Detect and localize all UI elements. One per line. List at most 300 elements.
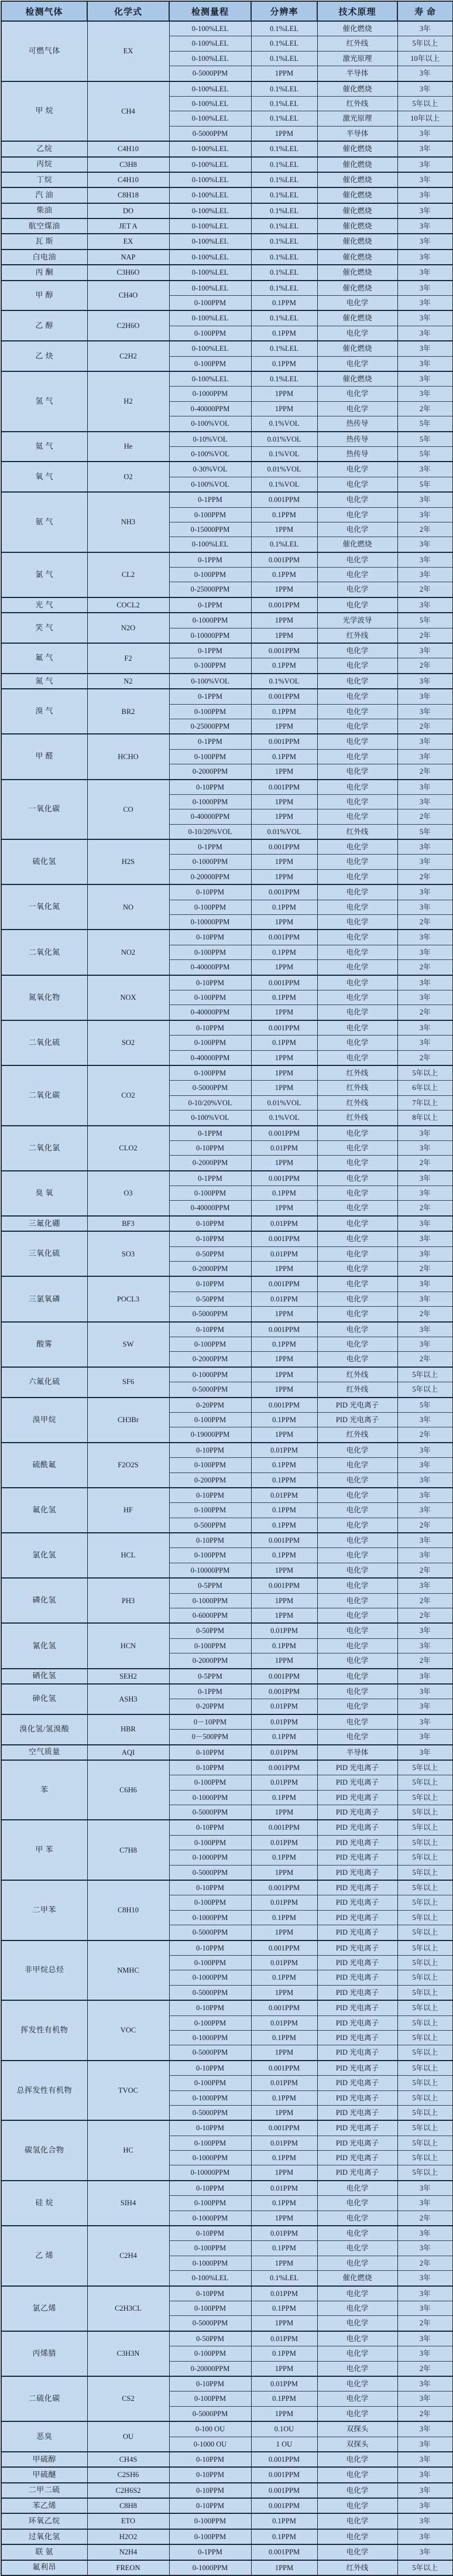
lifespan-cell: 3年 bbox=[397, 2271, 453, 2286]
resolution-cell: 0.01PPM bbox=[251, 2136, 317, 2150]
gas-name-cell: 二硫化碳 bbox=[1, 2376, 87, 2421]
gas-name-cell: 氰化氢 bbox=[1, 1623, 87, 1668]
range-cell: 0-100%LEL bbox=[169, 51, 251, 66]
lifespan-cell: 3年 bbox=[397, 1443, 453, 1458]
range-cell: 0-100%LEL bbox=[169, 265, 251, 280]
range-cell: 0-10/20%VOL bbox=[169, 1095, 251, 1110]
chemical-formula-cell: CH4 bbox=[87, 81, 169, 142]
lifespan-cell: 3年 bbox=[397, 326, 453, 341]
lifespan-cell: 3年 bbox=[397, 1638, 453, 1653]
range-cell: 0-100 OU bbox=[169, 2421, 251, 2437]
principle-cell: 电化学 bbox=[317, 1216, 397, 1231]
principle-cell: 电化学 bbox=[317, 1020, 397, 1036]
range-cell: 0-1PPM bbox=[169, 643, 251, 658]
lifespan-cell: 3年 bbox=[397, 689, 453, 704]
principle-cell: 电化学 bbox=[317, 2529, 397, 2544]
lifespan-cell: 5年以上 bbox=[397, 2000, 453, 2015]
range-cell: 0-5PPM bbox=[169, 1669, 251, 1684]
lifespan-cell: 5年以上 bbox=[397, 1850, 453, 1865]
range-cell: 0-100PPM bbox=[169, 356, 251, 371]
resolution-cell: 0.01PPM bbox=[251, 2331, 317, 2346]
lifespan-cell: 3年 bbox=[397, 1488, 453, 1503]
chemical-formula-cell: N2H4 bbox=[87, 2544, 169, 2560]
principle-cell: PID 光电离子 bbox=[317, 1940, 397, 1956]
range-cell: 0-100%LEL bbox=[169, 537, 251, 552]
range-cell: 0-100%LEL bbox=[169, 341, 251, 356]
range-cell: 0-5000PPM bbox=[169, 2406, 251, 2421]
resolution-cell: 0.001PPM bbox=[251, 492, 317, 507]
principle-cell: 双探头 bbox=[317, 2421, 397, 2437]
lifespan-cell: 3年 bbox=[397, 2513, 453, 2529]
chemical-formula-cell: C8H8 bbox=[87, 2498, 169, 2513]
resolution-cell: 0.1%LEL bbox=[251, 281, 317, 296]
principle-cell: 电化学 bbox=[317, 2181, 397, 2196]
range-cell: 0-100PPM bbox=[169, 2136, 251, 2150]
gas-name-cell: 柴油 bbox=[1, 203, 87, 218]
lifespan-cell: 3年 bbox=[397, 2483, 453, 2498]
range-cell: 0-30%VOL bbox=[169, 462, 251, 477]
principle-cell: PID 光电离子 bbox=[317, 1910, 397, 1925]
resolution-cell: 0.1PPM bbox=[251, 296, 317, 311]
principle-cell: 催化燃烧 bbox=[317, 21, 397, 36]
chemical-formula-cell: C2H6S2 bbox=[87, 2483, 169, 2498]
lifespan-cell: 2年 bbox=[397, 658, 453, 674]
resolution-cell: 1PPM bbox=[251, 764, 317, 780]
table-row bbox=[1, 1276, 453, 1292]
range-cell: 0-100PPM bbox=[169, 568, 251, 582]
table-row bbox=[1, 1398, 453, 1413]
lifespan-cell: 5年以上 bbox=[397, 1910, 453, 1925]
range-cell: 0-2000PPM bbox=[169, 1653, 251, 1669]
resolution-cell: 0.1PPM bbox=[251, 2090, 317, 2105]
chemical-formula-cell: He bbox=[87, 432, 169, 462]
chemical-formula-cell: TVOC bbox=[87, 2061, 169, 2121]
principle-cell: 电化学 bbox=[317, 2406, 397, 2421]
lifespan-cell: 3年 bbox=[397, 1412, 453, 1427]
gas-name-cell: 臭 氧 bbox=[1, 1171, 87, 1216]
principle-cell: PID 光电离子 bbox=[317, 1865, 397, 1880]
lifespan-cell: 3年 bbox=[397, 884, 453, 900]
principle-cell: 电化学 bbox=[317, 1292, 397, 1306]
chemical-formula-cell: H2O2 bbox=[87, 2529, 169, 2544]
principle-cell: PID 光电离子 bbox=[317, 2015, 397, 2030]
table-row bbox=[1, 2331, 453, 2346]
principle-cell: 半导体 bbox=[317, 1745, 397, 1760]
resolution-cell: 1PPM bbox=[251, 1805, 317, 1820]
resolution-cell: 0.1%LEL bbox=[251, 537, 317, 552]
table-row bbox=[1, 2544, 453, 2560]
range-cell: 0-100PPM bbox=[169, 1835, 251, 1850]
lifespan-cell: 2年 bbox=[397, 1653, 453, 1669]
principle-cell: 电化学 bbox=[317, 1638, 397, 1653]
lifespan-cell: 2年 bbox=[397, 2256, 453, 2270]
range-cell: 0-1PPM bbox=[169, 2544, 251, 2560]
lifespan-cell: 3年 bbox=[397, 1699, 453, 1714]
resolution-cell: 0.1%LEL bbox=[251, 203, 317, 218]
principle-cell: 电化学 bbox=[317, 1322, 397, 1337]
lifespan-cell: 3年 bbox=[397, 780, 453, 795]
range-cell: 0-100PPM bbox=[169, 1337, 251, 1351]
gas-name-cell: 恶臭 bbox=[1, 2421, 87, 2452]
column-header-principle: 技术原理 bbox=[317, 1, 397, 21]
principle-cell: 电化学 bbox=[317, 764, 397, 780]
range-cell: 0-100%VOL bbox=[169, 477, 251, 492]
range-cell: 0-10PPM bbox=[169, 975, 251, 990]
principle-cell: 电化学 bbox=[317, 915, 397, 930]
range-cell: 0-5000PPM bbox=[169, 1805, 251, 1820]
resolution-cell: 0.1%LEL bbox=[251, 187, 317, 203]
lifespan-cell: 3年 bbox=[397, 1171, 453, 1186]
table-row bbox=[1, 2061, 453, 2076]
principle-cell: 电化学 bbox=[317, 2196, 397, 2211]
range-cell: 0-100PPM bbox=[169, 900, 251, 914]
range-cell: 0-1000PPM bbox=[169, 1910, 251, 1925]
resolution-cell: 1PPM bbox=[251, 915, 317, 930]
resolution-cell: 0.001PPM bbox=[251, 643, 317, 658]
lifespan-cell: 3年 bbox=[397, 1684, 453, 1699]
principle-cell: 红外线 bbox=[317, 1065, 397, 1081]
resolution-cell: 0.1PPM bbox=[251, 1850, 317, 1865]
lifespan-cell: 3年 bbox=[397, 2226, 453, 2241]
resolution-cell: 0.001PPM bbox=[251, 597, 317, 613]
resolution-cell: 1PPM bbox=[251, 1985, 317, 2000]
table-row bbox=[1, 2498, 453, 2513]
principle-cell: 催化燃烧 bbox=[317, 281, 397, 296]
range-cell: 0-100PPM bbox=[169, 1956, 251, 1970]
gas-name-cell: 二甲二硫 bbox=[1, 2483, 87, 2498]
lifespan-cell: 3年 bbox=[397, 1623, 453, 1638]
column-header-lifespan: 寿 命 bbox=[397, 1, 453, 21]
range-cell: 0-100%LEL bbox=[169, 234, 251, 249]
lifespan-cell: 3年 bbox=[397, 2181, 453, 2196]
gas-name-cell: 挥发性有机物 bbox=[1, 2000, 87, 2061]
lifespan-cell: 3年 bbox=[397, 507, 453, 522]
table-row bbox=[1, 1669, 453, 1684]
table-row bbox=[1, 552, 453, 568]
resolution-cell: 1PPM bbox=[251, 401, 317, 416]
principle-cell: 电化学 bbox=[317, 1246, 397, 1261]
range-cell: 0-100PPM bbox=[169, 1548, 251, 1563]
principle-cell: 电化学 bbox=[317, 582, 397, 597]
lifespan-cell: 3年 bbox=[397, 537, 453, 552]
principle-cell: 半导体 bbox=[317, 126, 397, 141]
lifespan-cell: 2年 bbox=[397, 582, 453, 597]
lifespan-cell: 2年 bbox=[397, 1608, 453, 1624]
resolution-cell: 0.1PPM bbox=[251, 900, 317, 914]
gas-name-cell: 二氧化氮 bbox=[1, 930, 87, 975]
principle-cell: 电化学 bbox=[317, 1156, 397, 1171]
lifespan-cell: 5年以上 bbox=[397, 2030, 453, 2045]
table-row bbox=[1, 1880, 453, 1895]
resolution-cell: 0.1PPM bbox=[251, 1458, 317, 1473]
resolution-cell: 0.01%VOL bbox=[251, 462, 317, 477]
table-row bbox=[1, 1322, 453, 1337]
range-cell: 0-1000PPM bbox=[169, 2151, 251, 2165]
gas-name-cell: 乙 炔 bbox=[1, 341, 87, 371]
chemical-formula-cell: C8H10 bbox=[87, 1880, 169, 1940]
principle-cell: 电化学 bbox=[317, 1262, 397, 1277]
range-cell: 0-100PPM bbox=[169, 1503, 251, 1518]
gas-name-cell: 甲硫醚 bbox=[1, 2467, 87, 2482]
resolution-cell: 0.1PPM bbox=[251, 2241, 317, 2256]
lifespan-cell: 5年以上 bbox=[397, 2045, 453, 2061]
principle-cell: PID 光电离子 bbox=[317, 1880, 397, 1895]
principle-cell: 电化学 bbox=[317, 945, 397, 959]
range-cell: 0-2000PPM bbox=[169, 1262, 251, 1277]
range-cell: 0-100PPM bbox=[169, 507, 251, 522]
range-cell: 0-100%LEL bbox=[169, 281, 251, 296]
range-cell: 0-10PPM bbox=[169, 2000, 251, 2015]
range-cell: 0-50PPM bbox=[169, 1246, 251, 1261]
lifespan-cell: 3年 bbox=[397, 1126, 453, 1141]
table-row bbox=[1, 2529, 453, 2544]
resolution-cell: 1PPM bbox=[251, 1563, 317, 1578]
resolution-cell: 0.1PPM bbox=[251, 1790, 317, 1805]
table-row bbox=[1, 1684, 453, 1699]
range-cell: 0-10PPM bbox=[169, 1745, 251, 1760]
chemical-formula-cell: HF bbox=[87, 1488, 169, 1533]
lifespan-cell: 5年以上 bbox=[397, 2015, 453, 2030]
lifespan-cell: 5年 bbox=[397, 416, 453, 432]
resolution-cell: 0.1PPM bbox=[251, 990, 317, 1005]
lifespan-cell: 3年 bbox=[397, 1231, 453, 1246]
table-row bbox=[1, 310, 453, 326]
lifespan-cell: 3年 bbox=[397, 2544, 453, 2560]
resolution-cell: 1PPM bbox=[251, 1352, 317, 1367]
lifespan-cell: 5年以上 bbox=[397, 1065, 453, 1081]
table-row bbox=[1, 250, 453, 265]
principle-cell: 催化燃烧 bbox=[317, 310, 397, 326]
gas-name-cell: 氟利昂 bbox=[1, 2560, 87, 2575]
principle-cell: 电化学 bbox=[317, 2226, 397, 2241]
principle-cell: PID 光电离子 bbox=[317, 1820, 397, 1835]
gas-name-cell: 甲 苯 bbox=[1, 1820, 87, 1880]
range-cell: 0-10PPM bbox=[169, 1820, 251, 1835]
principle-cell: 电化学 bbox=[317, 1518, 397, 1533]
table-row bbox=[1, 1820, 453, 1835]
range-cell: 0-100%LEL bbox=[169, 310, 251, 326]
range-cell: 0-50PPM bbox=[169, 2331, 251, 2346]
principle-cell: 电化学 bbox=[317, 1669, 397, 1684]
range-cell: 0-1000 OU bbox=[169, 2437, 251, 2452]
principle-cell: 电化学 bbox=[317, 930, 397, 945]
gas-name-cell: 碳氢化合物 bbox=[1, 2120, 87, 2181]
lifespan-cell: 3年 bbox=[397, 66, 453, 81]
gas-name-cell: 笑 气 bbox=[1, 613, 87, 643]
chemical-formula-cell: CO bbox=[87, 780, 169, 840]
range-cell: 0-5000PPM bbox=[169, 1985, 251, 2000]
resolution-cell: 1PPM bbox=[251, 1081, 317, 1095]
range-cell: 0-20000PPM bbox=[169, 869, 251, 884]
gas-name-cell: 光 气 bbox=[1, 597, 87, 613]
range-cell: 0-100PPM bbox=[169, 2196, 251, 2211]
principle-cell: 电化学 bbox=[317, 296, 397, 311]
chemical-formula-cell: C2H3CL bbox=[87, 2286, 169, 2331]
range-cell: 0－10PPM bbox=[169, 1714, 251, 1730]
principle-cell: 电化学 bbox=[317, 719, 397, 734]
chemical-formula-cell: HBR bbox=[87, 1714, 169, 1745]
range-cell: 0-10PPM bbox=[169, 2286, 251, 2301]
resolution-cell: 0.001PPM bbox=[251, 1760, 317, 1775]
lifespan-cell: 5年以上 bbox=[397, 2120, 453, 2136]
range-cell: 0-100%LEL bbox=[169, 96, 251, 111]
principle-cell: 电化学 bbox=[317, 2256, 397, 2270]
range-cell: 0-10PPM bbox=[169, 2483, 251, 2498]
lifespan-cell: 5年 bbox=[397, 613, 453, 628]
chemical-formula-cell: CH4S bbox=[87, 2452, 169, 2467]
resolution-cell: 0.1PPM bbox=[251, 1638, 317, 1653]
resolution-cell: 0.1%LEL bbox=[251, 81, 317, 97]
lifespan-cell: 5年以上 bbox=[397, 1970, 453, 1985]
table-row bbox=[1, 613, 453, 628]
range-cell: 0-5000PPM bbox=[169, 2316, 251, 2331]
principle-cell: 电化学 bbox=[317, 1337, 397, 1351]
lifespan-cell: 3年 bbox=[397, 597, 453, 613]
principle-cell: 电化学 bbox=[317, 1503, 397, 1518]
lifespan-cell: 5年 bbox=[397, 477, 453, 492]
lifespan-cell: 2年 bbox=[397, 960, 453, 975]
gas-name-cell: 航空煤油 bbox=[1, 218, 87, 234]
range-cell: 0-100PPM bbox=[169, 326, 251, 341]
principle-cell: 电化学 bbox=[317, 326, 397, 341]
principle-cell: PID 光电离子 bbox=[317, 1790, 397, 1805]
chemical-formula-cell: CLO2 bbox=[87, 1126, 169, 1171]
lifespan-cell: 5年以上 bbox=[397, 1835, 453, 1850]
lifespan-cell: 3年 bbox=[397, 203, 453, 218]
principle-cell: 电化学 bbox=[317, 1578, 397, 1593]
principle-cell: 电化学 bbox=[317, 1140, 397, 1155]
principle-cell: PID 光电离子 bbox=[317, 1925, 397, 1940]
lifespan-cell: 3年 bbox=[397, 371, 453, 387]
range-cell: 0-10PPM bbox=[169, 1322, 251, 1337]
gas-name-cell: 氢 气 bbox=[1, 371, 87, 432]
chemical-formula-cell: C2SH6 bbox=[87, 2467, 169, 2482]
lifespan-cell: 3年 bbox=[397, 1246, 453, 1261]
lifespan-cell: 5年以上 bbox=[397, 1865, 453, 1880]
principle-cell: PID 光电离子 bbox=[317, 2076, 397, 2090]
principle-cell: 电化学 bbox=[317, 401, 397, 416]
chemical-formula-cell: H2S bbox=[87, 839, 169, 884]
principle-cell: 电化学 bbox=[317, 2241, 397, 2256]
resolution-cell: 0.001PPM bbox=[251, 1398, 317, 1413]
resolution-cell: 0.1%LEL bbox=[251, 234, 317, 249]
resolution-cell: 0.001PPM bbox=[251, 2498, 317, 2513]
resolution-cell: 1PPM bbox=[251, 2211, 317, 2226]
range-cell: 0-40000PPM bbox=[169, 401, 251, 416]
gas-name-cell: 甲 醇 bbox=[1, 281, 87, 311]
resolution-cell: 0.1PPM bbox=[251, 1473, 317, 1488]
table-row bbox=[1, 81, 453, 97]
table-row bbox=[1, 2467, 453, 2482]
principle-cell: 激光原理 bbox=[317, 51, 397, 66]
range-cell: 0-1000PPM bbox=[169, 794, 251, 809]
range-cell: 0-10PPM bbox=[169, 2376, 251, 2391]
lifespan-cell: 5年以上 bbox=[397, 2560, 453, 2575]
lifespan-cell: 7年以上 bbox=[397, 1095, 453, 1110]
principle-cell: 半导体 bbox=[317, 66, 397, 81]
lifespan-cell: 2年 bbox=[397, 1352, 453, 1367]
table-row bbox=[1, 218, 453, 234]
table-row bbox=[1, 492, 453, 507]
range-cell: 0-5000PPM bbox=[169, 1865, 251, 1880]
principle-cell: 电化学 bbox=[317, 794, 397, 809]
lifespan-cell: 2年 bbox=[397, 1156, 453, 1171]
lifespan-cell: 10年以上 bbox=[397, 111, 453, 126]
table-row bbox=[1, 2421, 453, 2437]
gas-name-cell: 三氯氧磷 bbox=[1, 1276, 87, 1321]
principle-cell: 电化学 bbox=[317, 1593, 397, 1608]
lifespan-cell: 2年 bbox=[397, 1050, 453, 1065]
resolution-cell: 1PPM bbox=[251, 855, 317, 869]
lifespan-cell: 3年 bbox=[397, 462, 453, 477]
range-cell: 0-100PPM bbox=[169, 704, 251, 719]
range-cell: 0-100PPM bbox=[169, 1036, 251, 1050]
range-cell: 0-1PPM bbox=[169, 734, 251, 749]
principle-cell: 电化学 bbox=[317, 1730, 397, 1745]
gas-name-cell: 丙 酮 bbox=[1, 265, 87, 280]
gas-name-cell: 三氧化硫 bbox=[1, 1231, 87, 1276]
range-cell: 0-1000PPM bbox=[169, 2211, 251, 2226]
lifespan-cell: 3年 bbox=[397, 250, 453, 265]
principle-cell: 催化燃烧 bbox=[317, 2271, 397, 2286]
lifespan-cell: 5年 bbox=[397, 446, 453, 462]
resolution-cell: 0.1%LEL bbox=[251, 310, 317, 326]
table-row bbox=[1, 341, 453, 356]
resolution-cell: 0.01PPM bbox=[251, 2181, 317, 2196]
resolution-cell: 0.001PPM bbox=[251, 1322, 317, 1337]
gas-name-cell: 甲 烷 bbox=[1, 81, 87, 142]
resolution-cell: 0.1%LEL bbox=[251, 250, 317, 265]
chemical-formula-cell: C3H8 bbox=[87, 157, 169, 172]
table-row bbox=[1, 1940, 453, 1956]
chemical-formula-cell: CL2 bbox=[87, 552, 169, 597]
resolution-cell: 1PPM bbox=[251, 2361, 317, 2376]
range-cell: 0-19000PPM bbox=[169, 1427, 251, 1443]
lifespan-cell: 3年 bbox=[397, 2376, 453, 2391]
gas-name-cell: 瓦 斯 bbox=[1, 234, 87, 249]
gas-name-cell: 氯化氢 bbox=[1, 1533, 87, 1578]
principle-cell: 红外线 bbox=[317, 2560, 397, 2575]
principle-cell: 电化学 bbox=[317, 2346, 397, 2361]
table-row bbox=[1, 597, 453, 613]
lifespan-cell: 5年以上 bbox=[397, 2136, 453, 2150]
range-cell: 0-100%LEL bbox=[169, 141, 251, 156]
gas-name-cell: 苯 bbox=[1, 1760, 87, 1820]
resolution-cell: 0.1PPM bbox=[251, 1548, 317, 1563]
range-cell: 0-100%LEL bbox=[169, 111, 251, 126]
table-row bbox=[1, 1020, 453, 1036]
gas-name-cell: 丁烷 bbox=[1, 172, 87, 187]
chemical-formula-cell: C3H6O bbox=[87, 265, 169, 280]
resolution-cell: 0.01%VOL bbox=[251, 1095, 317, 1110]
principle-cell: 电化学 bbox=[317, 522, 397, 537]
range-cell: 0-100%VOL bbox=[169, 674, 251, 689]
resolution-cell: 0.001PPM bbox=[251, 1940, 317, 1956]
column-header-formula: 化学式 bbox=[87, 1, 169, 21]
range-cell: 0-10/20%VOL bbox=[169, 824, 251, 839]
lifespan-cell: 3年 bbox=[397, 2346, 453, 2361]
table-row bbox=[1, 1745, 453, 1760]
gas-name-cell: 氟化氢 bbox=[1, 1488, 87, 1533]
chemical-formula-cell: C7H8 bbox=[87, 1820, 169, 1880]
range-cell: 0-40000PPM bbox=[169, 1005, 251, 1020]
table-row bbox=[1, 2226, 453, 2241]
principle-cell: 热传导 bbox=[317, 446, 397, 462]
lifespan-cell: 2年 bbox=[397, 2406, 453, 2421]
principle-cell: 电化学 bbox=[317, 597, 397, 613]
range-cell: 0-5000PPM bbox=[169, 2045, 251, 2061]
lifespan-cell: 5年以上 bbox=[397, 1895, 453, 1910]
